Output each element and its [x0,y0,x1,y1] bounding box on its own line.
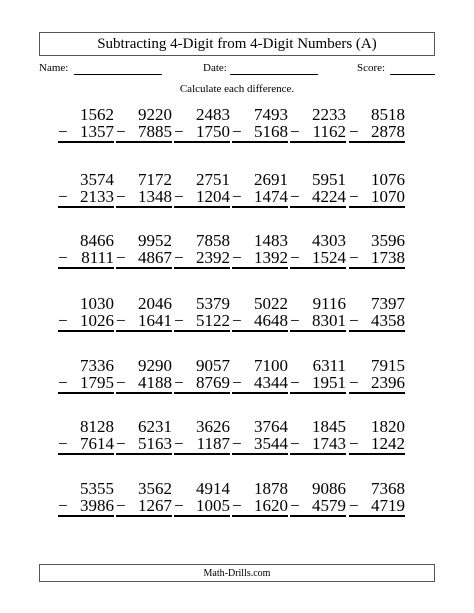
minus-sign: − [349,122,359,141]
minus-sign: − [290,248,300,267]
answer-line [232,453,288,455]
minus-sign: − [116,496,126,515]
answer-line [290,330,346,332]
minuend: 2046 [138,294,172,313]
minus-sign: − [116,187,126,206]
instructions: Calculate each difference. [179,83,295,95]
minus-sign: − [116,311,126,330]
subtrahend: 2133 [80,187,114,206]
subtrahend-row [174,249,230,266]
minuend: 1820 [371,417,405,436]
subtrahend-row [174,312,230,329]
minuend: 1845 [312,417,346,436]
name-label: Name: [39,62,69,74]
answer-line [58,453,114,455]
answer-line [232,330,288,332]
subtrahend-row [58,312,114,329]
subtrahend: 1392 [254,248,288,267]
subtraction-problem [349,295,405,332]
minus-sign: − [174,187,184,206]
subtraction-problem [116,171,172,208]
subtrahend: 1187 [196,434,230,453]
date-label: Date: [203,62,227,74]
subtrahend-row [349,249,405,266]
subtraction-problem [232,106,288,143]
minuend: 9086 [312,479,346,498]
minuend: 7397 [371,294,405,313]
answer-line [290,267,346,269]
minus-sign: − [174,434,184,453]
subtraction-problem [349,480,405,517]
minuend: 1030 [80,294,114,313]
minus-sign: − [174,248,184,267]
subtrahend-row [58,123,114,140]
subtraction-problem [232,357,288,394]
subtrahend-row [116,249,172,266]
subtraction-problem [349,232,405,269]
answer-line [349,267,405,269]
subtrahend-row [232,188,288,205]
subtraction-problem [290,357,346,394]
subtraction-problem [290,418,346,455]
subtrahend-row [232,123,288,140]
subtrahend: 1474 [254,187,288,206]
subtrahend-row [174,497,230,514]
minuend: 7172 [138,170,172,189]
answer-line [116,267,172,269]
subtrahend-row [174,188,230,205]
minus-sign: − [116,434,126,453]
subtrahend: 1620 [254,496,288,515]
subtrahend: 1357 [80,122,114,141]
minus-sign: − [58,311,68,330]
subtrahend-row [349,123,405,140]
subtraction-problem [174,480,230,517]
answer-line [290,515,346,517]
subtrahend: 4719 [371,496,405,515]
subtraction-problem [116,295,172,332]
worksheet-title: Subtracting 4-Digit from 4-Digit Numbers (A) [39,32,435,56]
subtrahend: 2396 [371,373,405,392]
subtrahend: 2392 [196,248,230,267]
subtrahend-row [290,374,346,391]
minuend: 1562 [80,105,114,124]
answer-line [349,453,405,455]
minus-sign: − [232,187,242,206]
subtrahend: 1242 [371,434,405,453]
answer-line [349,141,405,143]
minus-sign: − [349,187,359,206]
subtraction-problem [349,357,405,394]
subtrahend-row [290,123,346,140]
minuend: 7336 [80,356,114,375]
subtraction-problem [58,106,114,143]
answer-line [58,206,114,208]
subtrahend-row [290,435,346,452]
minuend: 2751 [196,170,230,189]
subtraction-problem [232,171,288,208]
subtraction-problem [116,480,172,517]
answer-line [58,141,114,143]
subtrahend-row [58,435,114,452]
minus-sign: − [349,434,359,453]
subtrahend-row [349,435,405,452]
subtrahend-row [58,497,114,514]
subtrahend: 1005 [196,496,230,515]
subtrahend-row [116,188,172,205]
subtrahend-row [349,188,405,205]
subtraction-problem [174,106,230,143]
minuend: 2233 [312,105,346,124]
subtrahend: 3544 [254,434,288,453]
minuend: 6231 [138,417,172,436]
answer-line [116,453,172,455]
minus-sign: − [349,496,359,515]
minuend: 2691 [254,170,288,189]
subtraction-problem [116,418,172,455]
answer-line [174,453,230,455]
answer-line [349,515,405,517]
minuend: 1076 [371,170,405,189]
subtrahend: 7614 [80,434,114,453]
subtrahend: 2878 [371,122,405,141]
answer-line [116,141,172,143]
minuend: 5379 [196,294,230,313]
subtraction-problem [174,295,230,332]
subtrahend: 1951 [312,373,346,392]
minuend: 5355 [80,479,114,498]
minuend: 6311 [312,356,346,375]
minuend: 9220 [138,105,172,124]
minuend: 4914 [196,479,230,498]
minuend: 1483 [254,231,288,250]
answer-line [349,392,405,394]
subtrahend-row [58,188,114,205]
subtrahend: 1070 [371,187,405,206]
minus-sign: − [174,122,184,141]
minus-sign: − [116,122,126,141]
subtrahend-row [116,374,172,391]
subtrahend-row [116,312,172,329]
subtrahend-row [290,312,346,329]
minuend: 9290 [138,356,172,375]
subtrahend-row [116,435,172,452]
subtrahend: 8769 [196,373,230,392]
score-label: Score: [357,62,386,74]
minuend: 2483 [196,105,230,124]
subtrahend: 1738 [371,248,405,267]
subtraction-problem [58,480,114,517]
subtrahend-row [174,435,230,452]
minus-sign: − [116,373,126,392]
subtrahend-row [232,249,288,266]
answer-line [232,267,288,269]
subtrahend: 4224 [312,187,346,206]
subtraction-problem [174,357,230,394]
minuend: 3562 [138,479,172,498]
subtraction-problem [174,418,230,455]
minus-sign: − [58,434,68,453]
answer-line [290,453,346,455]
subtraction-problem [349,418,405,455]
answer-line [290,392,346,394]
minus-sign: − [232,311,242,330]
subtraction-problem [349,171,405,208]
answer-line [58,392,114,394]
answer-line [174,392,230,394]
subtrahend: 1204 [196,187,230,206]
subtraction-problem [58,357,114,394]
answer-line [349,206,405,208]
subtraction-problem [174,232,230,269]
minuend: 4303 [312,231,346,250]
subtraction-problem [349,106,405,143]
minus-sign: − [232,248,242,267]
subtrahend-row [174,123,230,140]
minus-sign: − [58,122,68,141]
minus-sign: − [232,496,242,515]
subtraction-problem [58,171,114,208]
answer-line [174,141,230,143]
minuend: 7100 [254,356,288,375]
minuend: 8466 [80,231,114,250]
minuend: 3574 [80,170,114,189]
minuend: 5022 [254,294,288,313]
minus-sign: − [232,434,242,453]
subtrahend: 1348 [138,187,172,206]
answer-line [116,206,172,208]
subtrahend-row [290,249,346,266]
answer-line [174,330,230,332]
subtraction-problem [58,295,114,332]
subtrahend: 1524 [312,248,346,267]
subtraction-problem [58,232,114,269]
answer-line [116,392,172,394]
subtraction-problem [290,480,346,517]
minuend: 7493 [254,105,288,124]
subtraction-problem [290,106,346,143]
subtrahend-row [58,249,114,266]
subtrahend: 4188 [138,373,172,392]
subtrahend-row [290,497,346,514]
minus-sign: − [290,187,300,206]
subtrahend: 4867 [138,248,172,267]
minus-sign: − [232,122,242,141]
subtrahend-row [232,435,288,452]
answer-line [174,267,230,269]
answer-line [116,515,172,517]
subtrahend: 8301 [312,311,346,330]
answer-line [232,515,288,517]
minus-sign: − [58,496,68,515]
minus-sign: − [349,311,359,330]
subtraction-problem [116,232,172,269]
minus-sign: − [174,373,184,392]
subtrahend: 8111 [81,248,114,267]
minuend: 7915 [371,356,405,375]
subtrahend: 1750 [196,122,230,141]
minus-sign: − [174,311,184,330]
minuend: 3764 [254,417,288,436]
subtrahend: 7885 [138,122,172,141]
minus-sign: − [349,373,359,392]
minus-sign: − [232,373,242,392]
subtraction-problem [290,232,346,269]
minus-sign: − [58,187,68,206]
subtrahend-row [349,312,405,329]
subtraction-problem [290,295,346,332]
minus-sign: − [290,311,300,330]
subtrahend: 4579 [312,496,346,515]
subtrahend: 1743 [312,434,346,453]
minuend: 9057 [196,356,230,375]
subtraction-problem [290,171,346,208]
minuend: 9952 [138,231,172,250]
subtrahend-row [349,497,405,514]
answer-line [232,392,288,394]
answer-line [174,515,230,517]
subtrahend: 4344 [254,373,288,392]
subtrahend-row [349,374,405,391]
subtrahend: 1267 [138,496,172,515]
subtrahend: 1641 [138,311,172,330]
subtraction-problem [116,357,172,394]
footer: Math-Drills.com [39,564,435,582]
answer-line [349,330,405,332]
minus-sign: − [58,248,68,267]
subtraction-problem [232,418,288,455]
minuend: 8128 [80,417,114,436]
minus-sign: − [290,434,300,453]
minuend: 7858 [196,231,230,250]
subtraction-problem [58,418,114,455]
minuend: 3596 [371,231,405,250]
answer-line [58,267,114,269]
subtrahend-row [116,123,172,140]
subtrahend: 4648 [254,311,288,330]
subtrahend: 4358 [371,311,405,330]
subtraction-problem [174,171,230,208]
minuend: 7368 [371,479,405,498]
minus-sign: − [58,373,68,392]
subtrahend: 5168 [254,122,288,141]
subtrahend: 3986 [80,496,114,515]
minus-sign: − [290,122,300,141]
answer-line [58,515,114,517]
subtrahend-row [116,497,172,514]
subtraction-problem [232,295,288,332]
answer-line [290,141,346,143]
minuend: 5951 [312,170,346,189]
subtrahend-row [232,312,288,329]
minuend: 9116 [312,294,346,313]
answer-line [116,330,172,332]
subtraction-problem [116,106,172,143]
subtrahend-row [58,374,114,391]
minuend: 8518 [371,105,405,124]
subtrahend-row [232,374,288,391]
subtraction-problem [232,480,288,517]
minuend: 1878 [254,479,288,498]
subtrahend: 1026 [80,311,114,330]
answer-line [232,206,288,208]
subtraction-problem [232,232,288,269]
answer-line [232,141,288,143]
answer-line [290,206,346,208]
subtrahend-row [232,497,288,514]
answer-line [58,330,114,332]
answer-line [174,206,230,208]
subtrahend: 1162 [312,122,346,141]
minus-sign: − [290,496,300,515]
subtrahend: 1795 [80,373,114,392]
subtrahend-row [174,374,230,391]
subtrahend-row [290,188,346,205]
minus-sign: − [349,248,359,267]
minus-sign: − [116,248,126,267]
subtrahend: 5163 [138,434,172,453]
minuend: 3626 [196,417,230,436]
subtrahend: 5122 [196,311,230,330]
minus-sign: − [290,373,300,392]
minus-sign: − [174,496,184,515]
